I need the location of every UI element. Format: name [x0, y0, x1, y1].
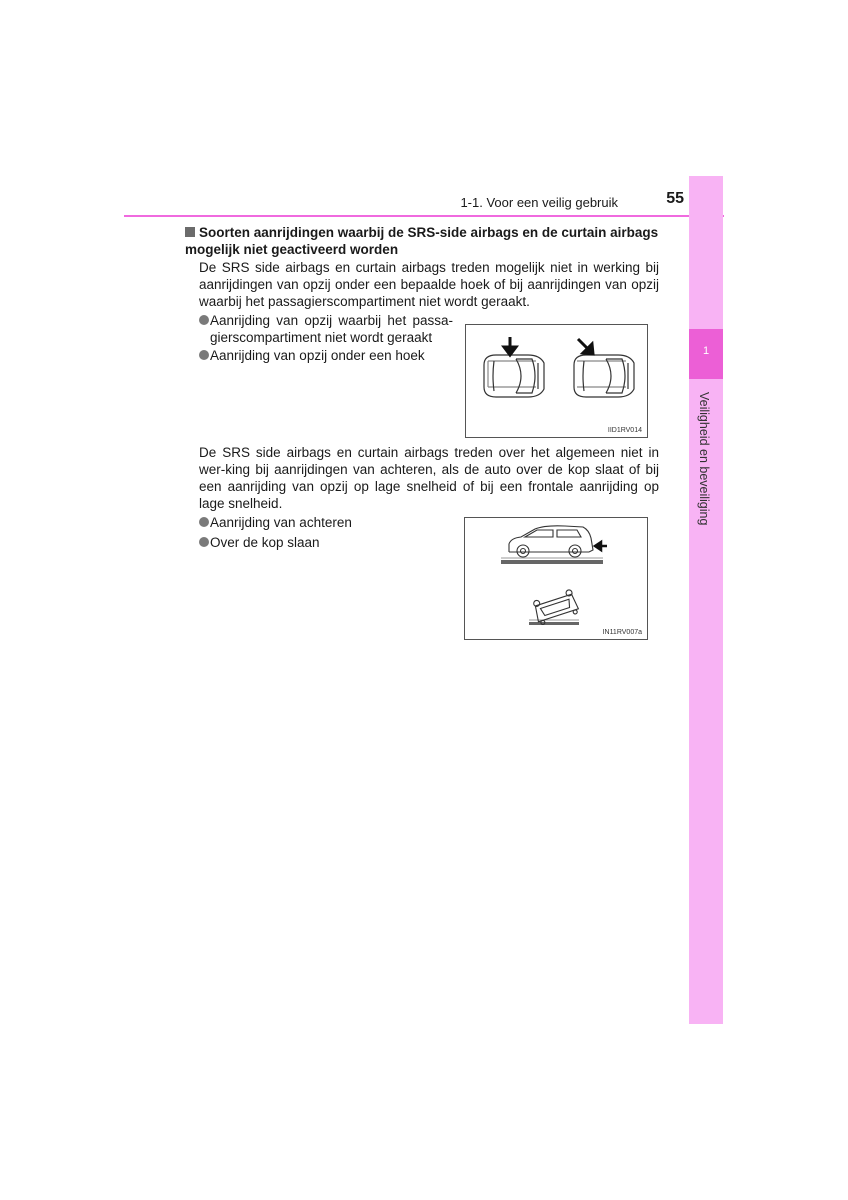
round-bullet-icon	[199, 350, 209, 360]
round-bullet-icon	[199, 517, 209, 527]
figure-code: IN11RV007a	[602, 629, 642, 636]
round-bullet-icon	[199, 315, 209, 325]
rear-rollover-illustration	[465, 518, 647, 639]
side-collision-illustration	[466, 325, 647, 437]
figure-code: IID1RV014	[607, 427, 642, 434]
list-item-text: Over de kop slaan	[210, 535, 320, 550]
chapter-label: Veiligheid en beveiliging	[697, 392, 711, 526]
figure-rear-and-rollover	[464, 517, 648, 640]
square-bullet-icon	[185, 227, 195, 237]
chapter-number: 1	[702, 345, 710, 357]
left-arrow-icon	[595, 542, 607, 550]
list-item	[199, 514, 352, 531]
list-item-text: Aanrijding van opzij waarbij het passa-gierscompartiment niet wordt geraakt	[210, 313, 453, 345]
page-number: 55	[666, 190, 684, 207]
paragraph-1: De SRS side airbags en curtain airbags treden mogelijk niet in werking bij aanrijdingen van opzij onder een bepaalde hoek of bij aanrijdingen van opzij waarbij het passagierscompartiment niet wordt geraakt.	[199, 260, 659, 309]
list-item-text: Aanrijding van achteren	[210, 515, 352, 530]
list-item	[199, 534, 320, 551]
paragraph-2: De SRS side airbags en curtain airbags treden over het algemeen niet in wer-king bij aanrijdingen van achteren, als de auto over de kop slaat of bij een aanrijding van opzij op lage snelheid of bij een frontale aanrijding op lage snelheid.	[199, 445, 659, 511]
list-item	[199, 347, 425, 364]
side-tab	[689, 176, 723, 1024]
list-item-text: Aanrijding van opzij onder een hoek	[210, 348, 425, 363]
down-arrow-icon	[504, 337, 516, 355]
page-header-title: 1-1. Voor een veilig gebruik	[460, 195, 618, 210]
diagonal-arrow-icon	[578, 339, 593, 354]
section-heading-text: Soorten aanrijdingen waarbij de SRS-side airbags en de curtain airbags mogelijk niet geactiveerd worden	[185, 225, 659, 257]
round-bullet-icon	[199, 537, 209, 547]
header-rule	[124, 215, 724, 217]
list-item	[199, 312, 453, 346]
figure-side-collisions	[465, 324, 648, 438]
section-heading	[185, 224, 665, 258]
